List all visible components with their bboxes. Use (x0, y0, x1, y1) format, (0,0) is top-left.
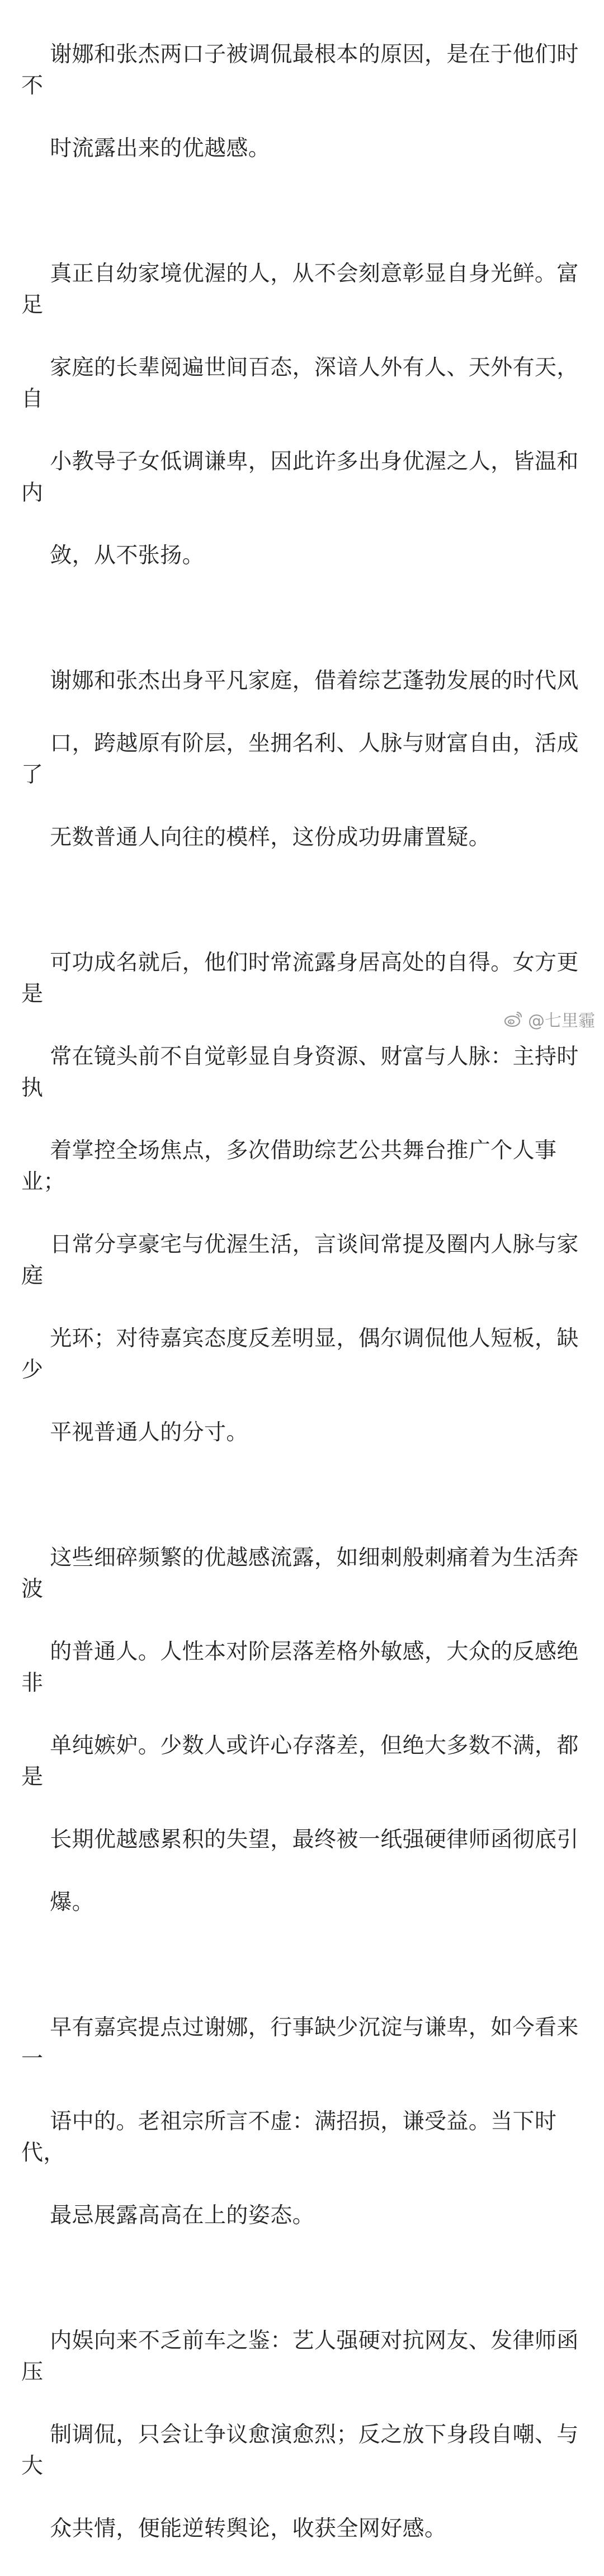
text-line: 小教导子女低调谦卑，因此许多出身优渥之人，皆温和内 (21, 449, 579, 506)
text-line: 可功成名就后，他们时常流露身居高处的自得。女方更是 (21, 950, 579, 1007)
text-line: 着掌控全场焦点，多次借助综艺公共舞台推广个人事业； (21, 1138, 557, 1195)
text-line: 谢娜和张杰出身平凡家庭，借着综艺蓬勃发展的时代风 (50, 668, 579, 693)
text-line: 语中的。老祖宗所言不虚：满招损，谦受益。当下时代， (21, 2109, 557, 2165)
text-line: 日常分享豪宅与优渥生活，言谈间常提及圈内人脉与家庭 (21, 1232, 579, 1289)
paragraph-6 (21, 1981, 586, 2263)
text-line: 单纯嫉妒。少数人或许心存落差，但绝大多数不满，都是 (21, 1733, 579, 1790)
text-line: 谢娜和张杰两口子被调侃最根本的原因，是在于他们时不 (21, 42, 579, 98)
text-line: 平视普通人的分寸。 (50, 1420, 248, 1445)
paragraph-3 (21, 634, 586, 885)
text-line: 无数普通人向往的模样，这份成功毋庸置疑。 (50, 825, 491, 850)
text-line: 长期优越感累积的失望，最终被一纸强硬律师函彻底引 (50, 1827, 579, 1852)
text-line: 众共情，便能逆转舆论，收获全网好感。 (50, 2516, 447, 2541)
paragraph-2 (21, 227, 586, 603)
text-line: 时流露出来的优越感。 (50, 136, 271, 161)
text-line: 真正自幼家境优渥的人，从不会刻意彰显自身光鲜。富足 (21, 261, 579, 318)
paragraph-5 (21, 1511, 586, 1950)
weibo-logo-icon (503, 1009, 523, 1029)
paragraph-4 (21, 916, 586, 1480)
text-line: 光环；对待嘉宾态度反差明显，偶尔调侃他人短板，缺少 (21, 1326, 579, 1383)
text-line: 常在镜头前不自觉彰显自身资源、财富与人脉：主持时执 (21, 1044, 579, 1101)
text-line: 爆。 (50, 1890, 95, 1915)
paragraph-1 (21, 8, 586, 196)
text-line: 内娱向来不乏前车之鉴：艺人强硬对抗网友、发律师函压 (21, 2328, 579, 2385)
watermark-text: @七里霾 (528, 1011, 595, 1031)
watermark (503, 1007, 595, 1031)
text-line: 最忌展露高高在上的姿态。 (50, 2203, 315, 2228)
text-line: 敛，从不张扬。 (50, 543, 205, 568)
text-line: 制调侃，只会让争议愈演愈烈；反之放下身段自嘲、与大 (21, 2422, 579, 2479)
text-line: 家庭的长辈阅遍世间百态，深谙人外有人、天外有天，自 (21, 355, 579, 412)
text-line: 早有嘉宾提点过谢娜，行事缺少沉淀与谦卑，如今看来一 (21, 2015, 579, 2072)
text-line: 的普通人。人性本对阶层落差格外敏感，大众的反感绝非 (21, 1639, 579, 1696)
text-line: 这些细碎频繁的优越感流露，如细刺般刺痛着为生活奔波 (21, 1545, 579, 1602)
article-body (21, 8, 586, 2576)
paragraph-7 (21, 2294, 586, 2576)
text-line: 口，跨越原有阶层，坐拥名利、人脉与财富自由，活成了 (21, 731, 579, 787)
